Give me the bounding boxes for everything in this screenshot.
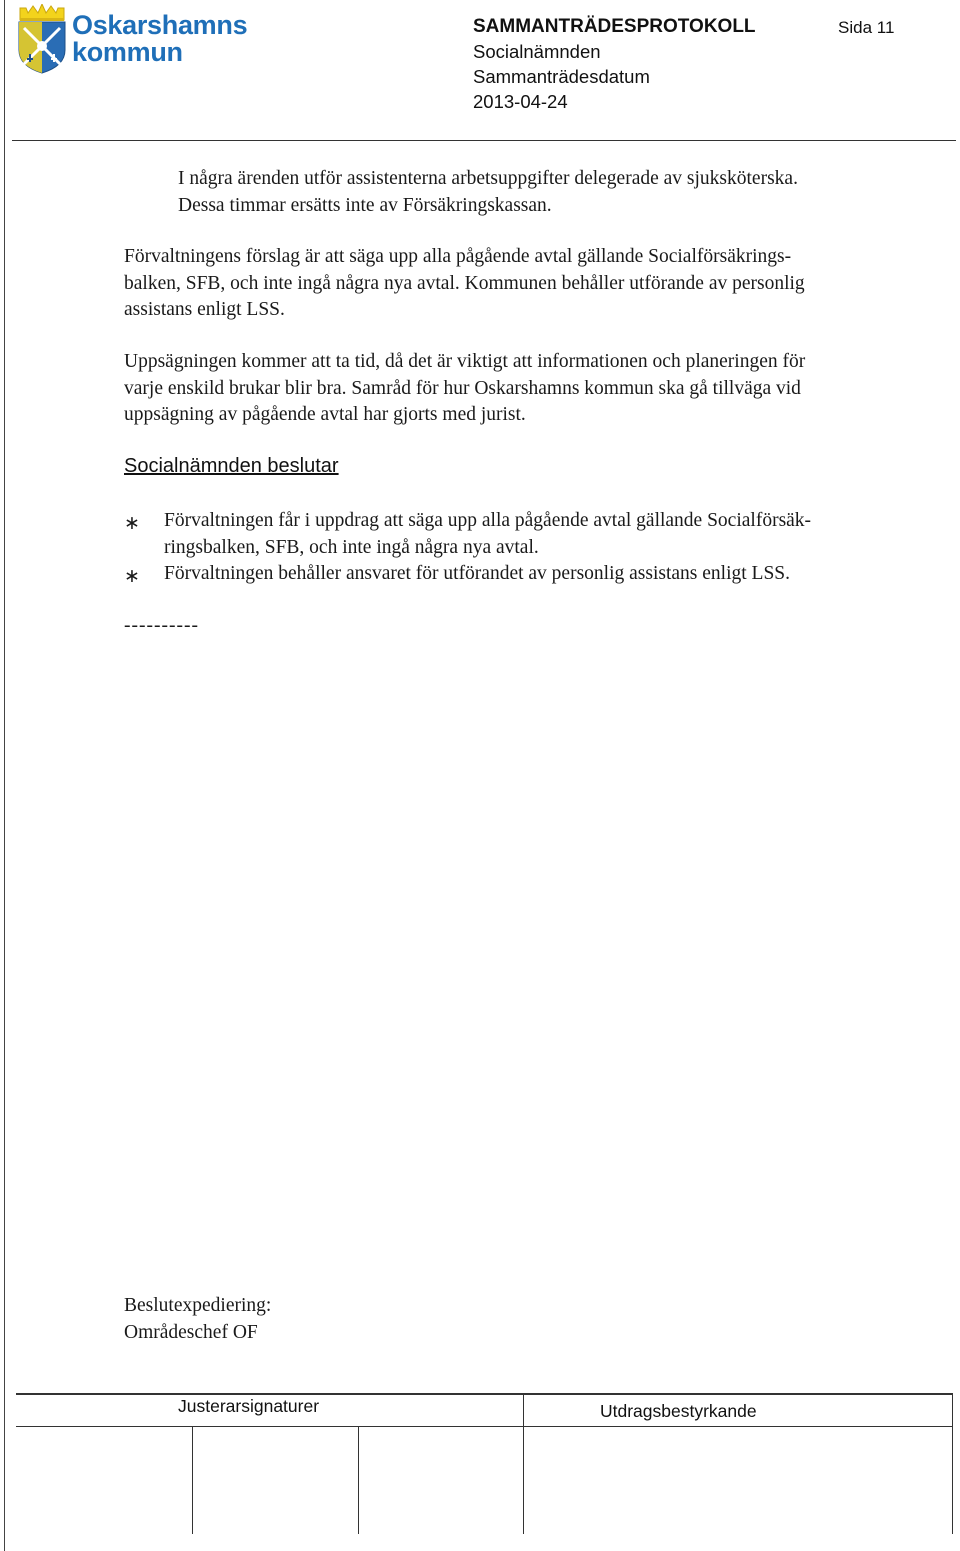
signatures-label: Justerarsignaturer <box>178 1396 320 1416</box>
signature-field[interactable] <box>359 1427 523 1534</box>
expedition-label: Beslutexpediering: <box>124 1295 272 1316</box>
meeting-date: 2013-04-24 <box>473 91 568 112</box>
page-left-edge <box>4 0 5 1551</box>
signature-table <box>16 1393 953 1534</box>
extract-certification-label: Utdragsbestyrkande <box>600 1401 757 1421</box>
decision-line: ringsbalken, SFB, och inte ingå några nya avtal. <box>164 536 539 558</box>
paragraph-line: Uppsägningen kommer att ta tid, då det är viktigt att informationen och planeringen för <box>124 351 806 372</box>
logo-wordmark <box>72 12 247 66</box>
logo-line-2: kommun <box>72 37 183 67</box>
table-border-right <box>952 1393 953 1534</box>
decision-bullet-icon: ∗ <box>124 566 140 587</box>
paragraph-termination <box>124 349 805 429</box>
paragraph-line: uppsägning av pågående avtal har gjorts med jurist. <box>124 404 526 425</box>
coat-of-arms-icon <box>16 4 68 74</box>
paragraph-line: Förvaltningens förslag är att säga upp alla pågående avtal gällande Socialförsäkrings- <box>124 246 792 267</box>
paragraph-line: varje enskild brukar blir bra. Samråd för hur Oskarshamns kommun ska gå tillväga vid <box>124 377 801 399</box>
section-separator: ---------- <box>124 615 199 636</box>
logo-line-1: Oskarshamns <box>72 10 248 40</box>
meeting-date-label: Sammanträdesdatum <box>473 66 650 87</box>
oskarshamns-kommun-logo <box>16 4 266 74</box>
signature-field[interactable] <box>193 1427 358 1534</box>
committee-name: Socialnämnden <box>473 41 601 62</box>
table-border-top <box>16 1393 953 1395</box>
decision-heading: Socialnämnden beslutar <box>124 455 339 477</box>
paragraph-delegated-tasks <box>178 166 798 219</box>
decision-expedition <box>124 1293 271 1346</box>
decision-bullet-icon: ∗ <box>124 513 140 534</box>
decision-line: Förvaltningen behåller ansvaret för utförandet av personlig assistans enligt LSS. <box>164 563 791 584</box>
paragraph-line: I några ärenden utför assistenterna arbetsuppgifter delegerade av sjuksköterska. <box>178 168 798 189</box>
paragraph-line: Dessa timmar ersätts inte av Försäkringskassan. <box>178 194 552 216</box>
document-title: SAMMANTRÄDESPROTOKOLL <box>473 16 756 37</box>
decision-line: Förvaltningen får i uppdrag att säga upp alla pågående avtal gällande Socialförsäk- <box>164 510 812 531</box>
signature-field[interactable] <box>17 1427 192 1534</box>
extract-certification-field[interactable] <box>524 1427 952 1534</box>
header-rule <box>12 140 956 141</box>
expedition-recipient: Områdeschef OF <box>124 1321 258 1343</box>
paragraph-line: assistans enligt LSS. <box>124 299 285 320</box>
page-number: Sida 11 <box>838 18 895 37</box>
decision-item-1 <box>164 508 811 561</box>
paragraph-line: balken, SFB, och inte ingå några nya avtal. Kommunen behåller utförande av personlig <box>124 272 805 294</box>
decision-item-2 <box>164 561 790 588</box>
paragraph-proposal <box>124 244 805 324</box>
